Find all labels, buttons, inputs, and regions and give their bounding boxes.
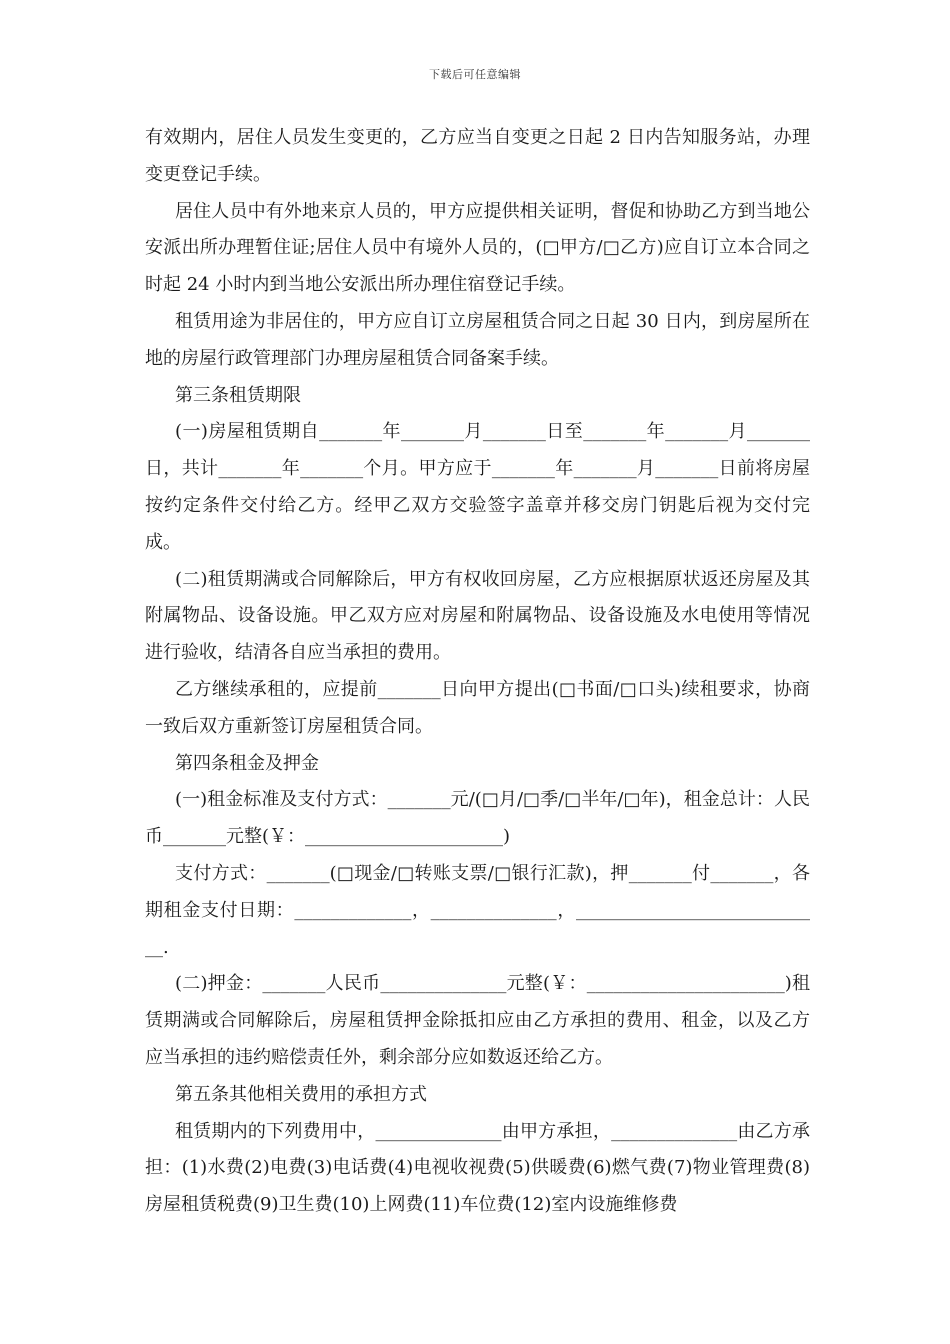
- paragraph-lease-period: (一)房屋租赁期自_______年_______月_______日至_______年_______月_______日，共计_______年_______个月。甲方应于_______年_______月_______日前将房屋按约定条件交付给乙方。经甲乙双方交验签字盖章并移交房门钥匙后视为交付完成。: [145, 421, 810, 553]
- section-heading-rent-deposit: 第四条租金及押金: [175, 752, 319, 774]
- paragraph-continuation: 有效期内，居住人员发生变更的，乙方应当自变更之日起 2 日内告知服务站，办理变更登记手续。: [145, 127, 810, 185]
- paragraph-fee-allocation: 租赁期内的下列费用中，______________由甲方承担，______________由乙方承担：(1)水费(2)电费(3)电话费(4)电视收视费(5)供暖费(6)燃气费(7)物业管理费(8)房屋租赁税费(9)卫生费(10)上网费(11)车位费(12)室内设施维修费: [145, 1120, 810, 1216]
- paragraph-payment-method: 支付方式：_______(□现金/□转账支票/□银行汇款)，押_______付_______，各期租金支付日期：_____________，______________，____________________________.: [145, 862, 810, 958]
- section-heading-other-fees: 第五条其他相关费用的承担方式: [175, 1083, 427, 1105]
- paragraph-rent-standard: (一)租金标准及支付方式：_______元/(□月/□季/□半年/□年)，租金总计：人民币_______元整(￥：______________________): [145, 789, 810, 848]
- paragraph-deposit: (二)押金：_______人民币______________元整(￥：______________________)租赁期满或合同解除后，房屋租赁押金除抵扣应由乙方承担的费用、租金，以及乙方应当承担的违约赔偿责任外，剩余部分应如数返还给乙方。: [145, 973, 810, 1068]
- document-body: [145, 120, 810, 1224]
- paragraph-non-residential: 租赁用途为非居住的，甲方应自订立房屋租赁合同之日起 30 日内，到房屋所在地的房屋行政管理部门办理房屋租赁合同备案手续。: [145, 310, 810, 369]
- paragraph-lease-renewal: 乙方继续承租的，应提前_______日向甲方提出(□书面/□口头)续租要求，协商一致后双方重新签订房屋租赁合同。: [145, 678, 810, 737]
- section-heading-lease-term: 第三条租赁期限: [175, 384, 301, 406]
- page-header-note: 下载后可任意编辑: [429, 68, 521, 81]
- paragraph-lease-end: (二)租赁期满或合同解除后，甲方有权收回房屋，乙方应根据原状返还房屋及其附属物品、设备设施。甲乙双方应对房屋和附属物品、设备设施及水电使用等情况进行验收，结清各自应当承担的费用。: [145, 568, 810, 664]
- paragraph-registration: 居住人员中有外地来京人员的，甲方应提供相关证明，督促和协助乙方到当地公安派出所办理暂住证;居住人员中有境外人员的，(□甲方/□乙方)应自订立本合同之时起 24 小时内到当地公安派出所办理住宿登记手续。: [145, 200, 810, 296]
